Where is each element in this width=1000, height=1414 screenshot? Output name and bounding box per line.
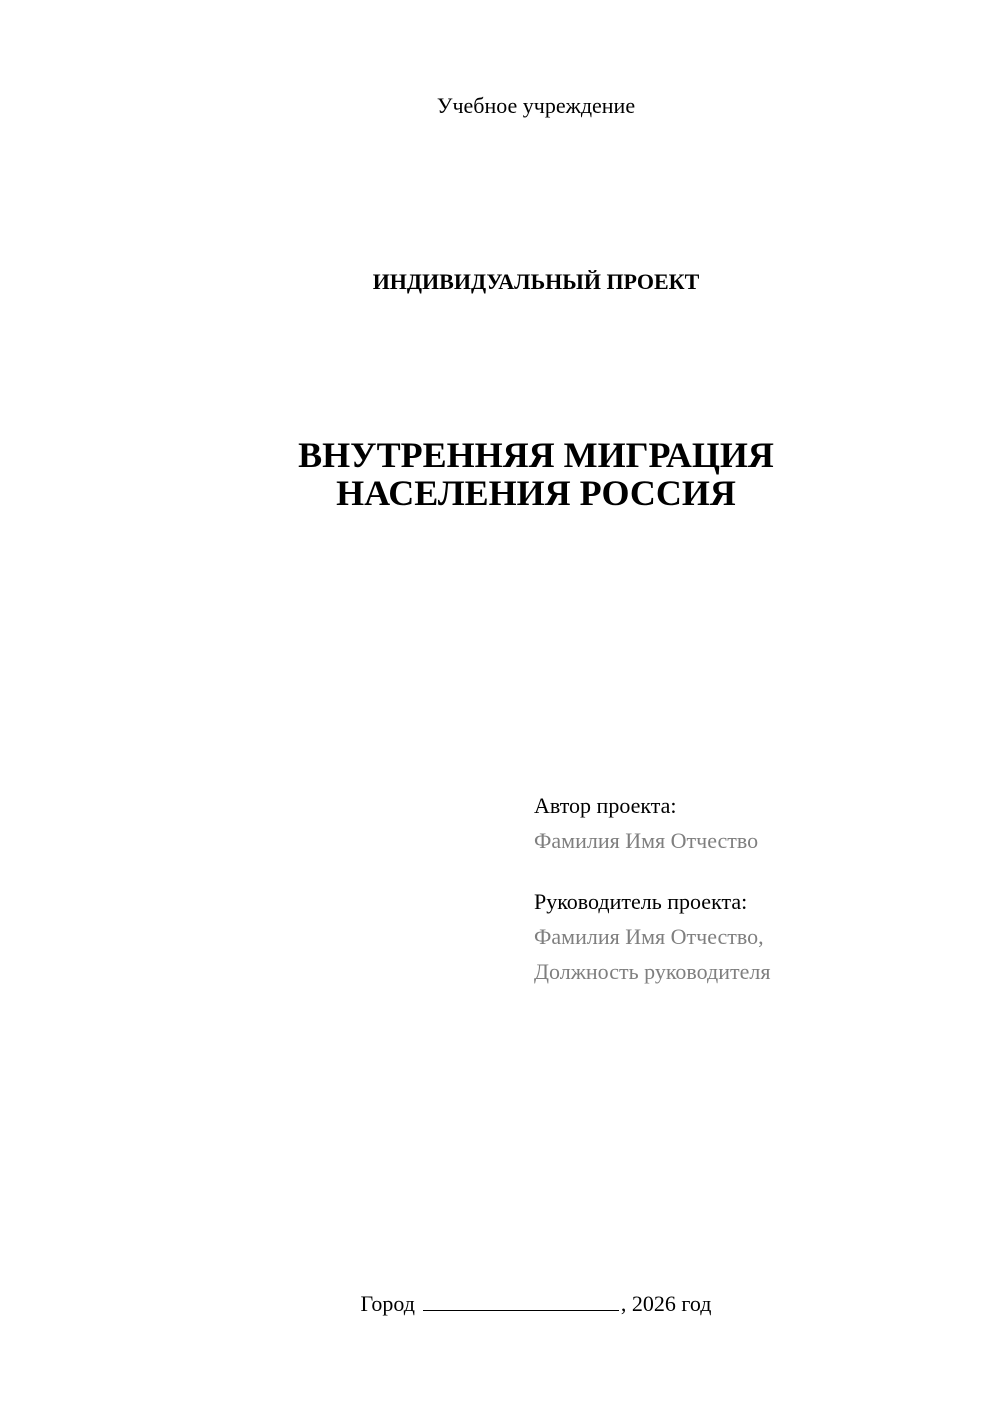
project-title-line-2: НАСЕЛЕНИЯ РОССИЯ [336,473,736,513]
supervisor-block [534,884,974,989]
city-year-line [0,1290,1000,1318]
city-label: Город [360,1291,415,1316]
credits-block [534,788,974,989]
institution-name: Учебное учреждение [436,93,636,118]
author-name: Фамилия Имя Отчество [534,828,759,853]
project-title [0,436,1000,512]
supervisor-label: Руководитель проекта: [534,889,748,914]
year-text: , 2026 год [620,1291,712,1316]
project-title-line-1: ВНУТРЕННЯЯ МИГРАЦИЯ [298,435,774,475]
document-type: ИНДИВИДУАЛЬНЫЙ ПРОЕКТ [372,269,700,294]
supervisor-name: Фамилия Имя Отчество, [534,924,764,949]
author-block [534,788,974,858]
city-blank-line [423,1292,619,1311]
supervisor-position: Должность руководителя [534,959,771,984]
author-label: Автор проекта: [534,793,677,818]
